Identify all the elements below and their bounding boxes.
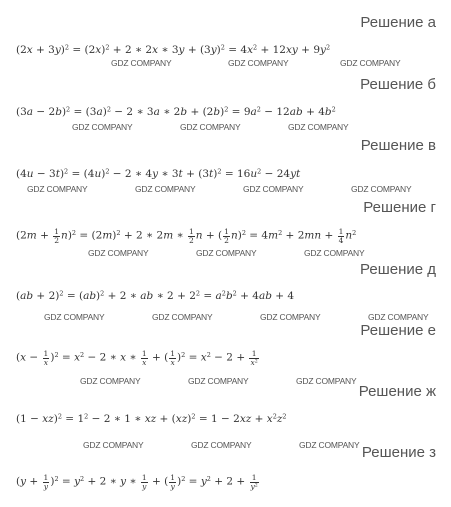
watermark: GDZ COMPANY	[152, 312, 213, 322]
solution-formula-a: $(2x + 3y)^2 = (2x)^2 + 2$ ∗ 2x ∗ $3y + (3y)^2 = 4x^2 + 12xy + 9y^2$	[16, 43, 331, 56]
solution-heading-g: Решение г	[363, 199, 436, 216]
watermark: GDZ COMPANY	[351, 184, 412, 194]
watermark: GDZ COMPANY	[260, 312, 321, 322]
watermark: GDZ COMPANY	[180, 122, 241, 132]
watermark: GDZ COMPANY	[304, 248, 365, 258]
watermark: GDZ COMPANY	[299, 440, 360, 450]
solution-heading-v: Решение в	[360, 137, 436, 154]
watermark: GDZ COMPANY	[196, 248, 257, 258]
watermark: GDZ COMPANY	[296, 376, 357, 386]
solution-heading-zh: Решение ж	[358, 383, 436, 400]
watermark: GDZ COMPANY	[27, 184, 88, 194]
solution-heading-b: Решение б	[360, 76, 436, 93]
watermark: GDZ COMPANY	[228, 58, 289, 68]
watermark: GDZ COMPANY	[83, 440, 144, 450]
watermark: GDZ COMPANY	[243, 184, 304, 194]
watermark: GDZ COMPANY	[72, 122, 133, 132]
solution-formula-d: (ab + 2)$^2$ = (ab)$^2$ + 2 ∗ ab ∗ $2 + 2^2 = a^2b^2 + 4ab + 4$	[16, 289, 295, 302]
watermark: GDZ COMPANY	[191, 440, 252, 450]
solution-heading-a: Решение а	[360, 14, 436, 31]
solution-formula-z: (y + $\frac{1}{y}$ )$^2 = y^2 + 2$ ∗ y ∗ $\frac{1}{y}$ + ( $\frac{1}{y}$ )$^2 = y^2 + 2$ + $\frac{1}{y^2}$	[16, 473, 258, 491]
solution-heading-d: Решение д	[360, 261, 436, 278]
solution-formula-b: $(3a - 2b)^2 = (3a)^2 - 2$ ∗ 3a ∗ $2b + (2b)^2 = 9a^2 - 12ab + 4b^2$	[16, 105, 336, 118]
solution-formula-e: (x − $\frac{1}{x}$ )$^2 = x^2 - 2$ ∗ x ∗ $\frac{1}{x}$ + ( $\frac{1}{x}$ )$^2 = x^2 - 2$ + $\frac{1}{x^2}$	[16, 349, 258, 367]
watermark: GDZ COMPANY	[44, 312, 105, 322]
solution-formula-v: $(4u - 3t)^2 = (4u)^2 - 2$ ∗ 4y ∗ $3t + (3t)^2 = 16u^2 - 24yt$	[16, 167, 301, 180]
solution-formula-g: (2m + $\frac{1}{2}$ $n)^2 = (2m)^2 + 2$ ∗ 2m ∗ $\frac{1}{2}$ n + ( $\frac{1}{2}$ $n)^2 = 4m^2 + 2mn$ + $\frac{1}{4}$ $n^2$	[16, 227, 357, 245]
watermark: GDZ COMPANY	[111, 58, 172, 68]
solution-heading-e: Решение е	[360, 322, 436, 339]
watermark: GDZ COMPANY	[340, 58, 401, 68]
watermark: GDZ COMPANY	[80, 376, 141, 386]
solution-formula-zh: $(1 - xz)^2 = 1^2 - 2$ ∗ 1 ∗ xz + $(xz)^2 = 1 - 2xz + x^2z^2$	[16, 412, 287, 425]
watermark: GDZ COMPANY	[288, 122, 349, 132]
solution-heading-z: Решение з	[361, 444, 436, 461]
watermark: GDZ COMPANY	[88, 248, 149, 258]
watermark: GDZ COMPANY	[368, 312, 429, 322]
watermark: GDZ COMPANY	[135, 184, 196, 194]
watermark: GDZ COMPANY	[188, 376, 249, 386]
